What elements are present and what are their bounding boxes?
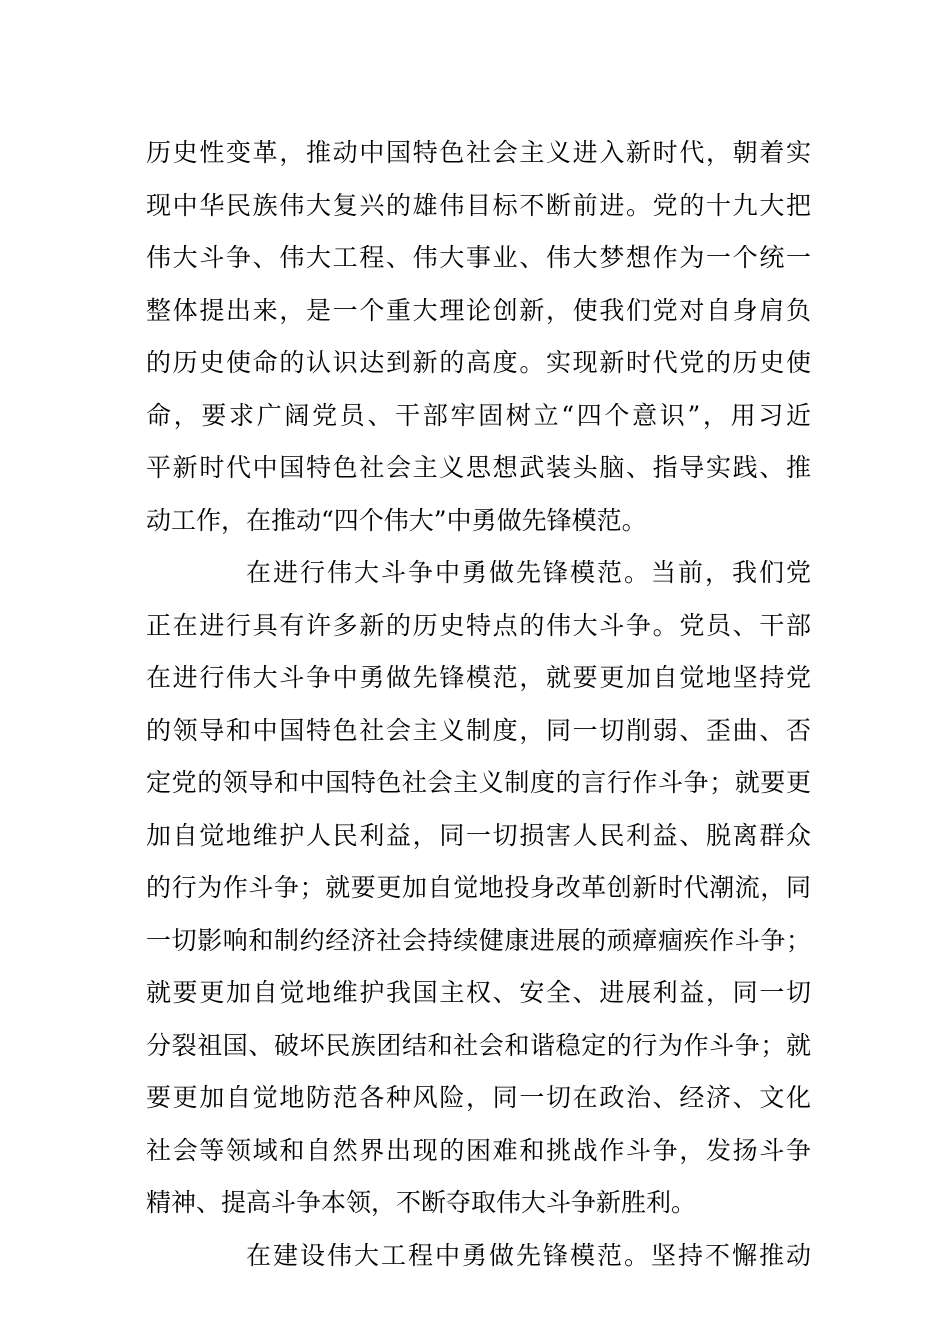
- text-line: 的历史使命的认识达到新的高度。实现新时代党的历史使: [146, 348, 811, 377]
- text-line: 分裂祖国、破坏民族团结和社会和谐稳定的行为作斗争；就: [146, 1030, 811, 1060]
- text-line: 一切影响和制约经济社会持续健康进展的顽瘴痼疾作斗争；: [146, 925, 811, 955]
- text-line: 在进行伟大斗争中勇做先锋模范，就要更加自觉地坚持党: [146, 663, 811, 692]
- text-line: 社会等领域和自然界出现的困难和挑战作斗争，发扬斗争: [146, 1135, 811, 1165]
- text-line: 平新时代中国特色社会主义思想武装头脑、指导实践、推: [146, 453, 811, 482]
- paragraph-heading-line: 在进行伟大斗争中勇做先锋模范。当前，我们党: [246, 558, 811, 587]
- text-line: 现中华民族伟大复兴的雄伟目标不断前进。党的十九大把: [146, 190, 811, 220]
- text-line: 定党的领导和中国特色社会主义制度的言行作斗争；就要更: [146, 768, 811, 797]
- text-line: 的领导和中国特色社会主义制度，同一切削弱、歪曲、否: [146, 715, 811, 745]
- paragraph-heading-line: 在建设伟大工程中勇做先锋模范。坚持不懈推动: [246, 1240, 811, 1270]
- body-text: [146, 127, 811, 1282]
- text-line: 整体提出来，是一个重大理论创新，使我们党对自身肩负: [146, 295, 811, 325]
- text-line: 加自觉地维护人民利益，同一切损害人民利益、脱离群众: [146, 820, 811, 850]
- text-line: 就要更加自觉地维护我国主权、安全、进展利益，同一切: [146, 978, 811, 1007]
- text-line: 精神、提高斗争本领，不断夺取伟大斗争新胜利。: [146, 1188, 697, 1217]
- text-line: 的行为作斗争；就要更加自觉地投身改革创新时代潮流，同: [146, 873, 811, 902]
- text-line: 伟大斗争、伟大工程、伟大事业、伟大梦想作为一个统一: [146, 243, 811, 272]
- text-line: 命，要求广阔党员、干部牢固树立“四个意识”，用习近: [146, 400, 811, 430]
- text-line: 历史性变革，推动中国特色社会主义进入新时代，朝着实: [146, 138, 811, 167]
- text-line: 正在进行具有许多新的历史特点的伟大斗争。党员、干部: [146, 610, 811, 640]
- text-line: 要更加自觉地防范各种风险，同一切在政治、经济、文化: [146, 1083, 811, 1112]
- text-line: 动工作，在推动“四个伟大”中勇做先锋模范。: [146, 505, 647, 535]
